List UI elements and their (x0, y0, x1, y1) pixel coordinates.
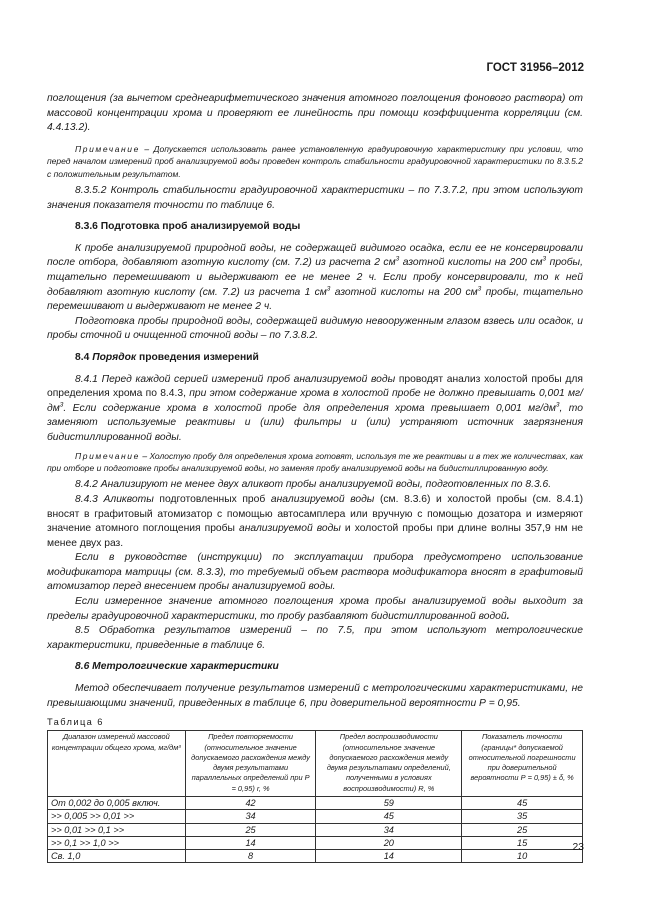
note-label: Примечание (75, 450, 140, 461)
page-number: 23 (572, 842, 584, 853)
table-cell: 25 (185, 823, 316, 836)
table-header-row (48, 731, 583, 797)
table-row (48, 823, 583, 836)
table-cell: 10 (462, 850, 583, 863)
table-cell: 15 (462, 836, 583, 849)
paragraph: 8.5 Обработка результатов измерений – по 7.5, при этом используют метрологические характеристики, приведенные в таблице 6. (47, 625, 583, 651)
document-header: ГОСТ 31956–2012 (486, 62, 584, 74)
table-cell: >> 0,1 >> 1,0 >> (48, 836, 186, 849)
table-cell: 59 (316, 797, 462, 810)
paragraph: К пробе анализируемой природной воды, не содержащей видимого осадка, если ее не консервировали после отбора, добавляют азотную кислоту (см. 7.2) из расчета 2 $см^3$ азотной кислоты на 200 $см^3$ пробы, тщательно перемешивают и выдерживают ее не менее 2 ч. Если пробу консервировали, то к ней добавляют азотную кислоту (см. 7.2) из расчета 1 $см^3$ азотной кислоты на 200 $см^3$ пробы, тщательно перемешивают и выдерживают не менее 2 ч. (47, 242, 583, 313)
section-heading: 8.4 Порядок проведения измерений (75, 351, 259, 363)
column-header: Предел повторяемости (относительное значение допускаемого расхождения между двумя результатами параллельных определений при Р = 0,95) r, % (185, 731, 316, 797)
paragraph: Подготовка пробы природной воды, содержащей видимую невооруженным глазом взвесь или осадок, и пробы сточной и очищенной сточной воды – по 7.3.8.2. (47, 315, 583, 342)
table-cell: От 0,002 до 0,005 включ. (48, 797, 186, 810)
note-text: – Допускается использовать ранее установленную градуировочную характеристику при условии, что перед началом измерений проб анализируемой воды проведен контроль стабильности градуировочной характеристики по 8.3.5.2 с положительным результатом. (47, 143, 583, 179)
column-header: Предел воспроизводимости (относительное значение допускаемого расхождения между двумя результатами определений, полученными в условиях воспроизводимости) R, % (316, 731, 462, 797)
paragraph: 8.4.3 Аликвоты подготовленных проб анализируемой воды (см. 8.3.6) и холостой пробы (см. 8.4.1) вносят в графитовый атомизатор с помощью автосамплера или вручную с помощью дозатора и измеряют значение атомного поглощения пробы анализируемой воды и холостой пробы при длине волны 357,9 нм не менее двух раз. (47, 493, 584, 549)
paragraph: 8.3.5.2 Контроль стабильности градуировочной характеристики – по 7.3.7.2, при этом используют значения показателя точности по таблице 6. (47, 185, 583, 211)
table-cell: Св. 1,0 (48, 850, 186, 863)
table-row (48, 850, 583, 863)
table-cell: 14 (316, 850, 462, 863)
note-label: Примечание (75, 143, 140, 154)
section-heading: 8.6 Метрологические характеристики (75, 661, 279, 673)
table-cell: 35 (462, 810, 583, 823)
table-row (48, 836, 583, 849)
table-row (48, 810, 583, 823)
table-cell: 25 (462, 823, 583, 836)
paragraph: Если измеренное значение атомного поглощения хрома пробы анализируемой воды выходит за пределы градуировочной характеристики, то пробу разбавляют бидистиллированной водой. (47, 596, 583, 622)
table-caption: Таблица 6 (47, 717, 104, 728)
table-cell: >> 0,01 >> 0,1 >> (48, 823, 186, 836)
paragraph: Если в руководстве (инструкции) по эксплуатации прибора предусмотрено использование модификатора матрицы (см. 8.3.3), то требуемый объем раствора модификатора вносят в графитовый атомизатор перед внесением пробы анализируемой воды. (47, 552, 583, 593)
table-cell: 34 (185, 810, 316, 823)
column-header: Диапазон измерений массовой концентрации общего хрома, мг/дм³ (48, 731, 186, 797)
metrology-table (47, 730, 583, 863)
note-text: – Холостую пробу для определения хрома готовят, используя те же реактивы и в тех же количествах, как при отборе и подготовке пробы анализируемой воды, но заменяя пробу анализируемой воды на бидистиллированную воду. (47, 450, 583, 473)
column-header: Показатель точности (границы* допускаемой относительной погрешности при доверительной вероятности Р = 0,95) ± δ, % (462, 731, 583, 797)
paragraph: Метод обеспечивает получение результатов измерений с метрологическими характеристиками, не превышающими значений, приведенных в таблице 6, при доверительной вероятности Р = 0,95. (47, 683, 583, 709)
table-row (48, 797, 583, 810)
note (47, 143, 583, 180)
paragraph: 8.4.2 Анализируют не менее двух аликвот пробы анализируемой воды, подготовленных по 8.3.6. (75, 479, 552, 491)
table-cell: >> 0,005 >> 0,01 >> (48, 810, 186, 823)
paragraph: поглощения (за вычетом среднеарифметического значения атомного поглощения фонового раствора) от массовой концентрации хрома и проверяют ее линейность при помощи коэффициента корреляции (см. 4.4.13.2). (47, 93, 583, 134)
table-cell: 45 (316, 810, 462, 823)
table-cell: 45 (462, 797, 583, 810)
paragraph: 8.4.1 Перед каждой серией измерений проб анализируемой воды проводят анализ холостой пробы для определения хрома по 8.4.3, при этом содержание хрома в холостой пробе не должно превышать 0,001 $мг/дм^3$. Если содержание хрома в холостой пробе для определения хрома превышает 0,001 $мг/дм^3$, то заменяют используемые реактивы и (или) фильтры и (или) устраняют источник загрязнения бидистиллированной воды. (47, 373, 584, 443)
note (47, 450, 583, 475)
table-cell: 34 (316, 823, 462, 836)
section-heading: 8.3.6 Подготовка проб анализируемой воды (75, 221, 301, 233)
table-cell: 8 (185, 850, 316, 863)
table-cell: 42 (185, 797, 316, 810)
table-cell: 20 (316, 836, 462, 849)
page-content (47, 92, 583, 863)
table-cell: 14 (185, 836, 316, 849)
